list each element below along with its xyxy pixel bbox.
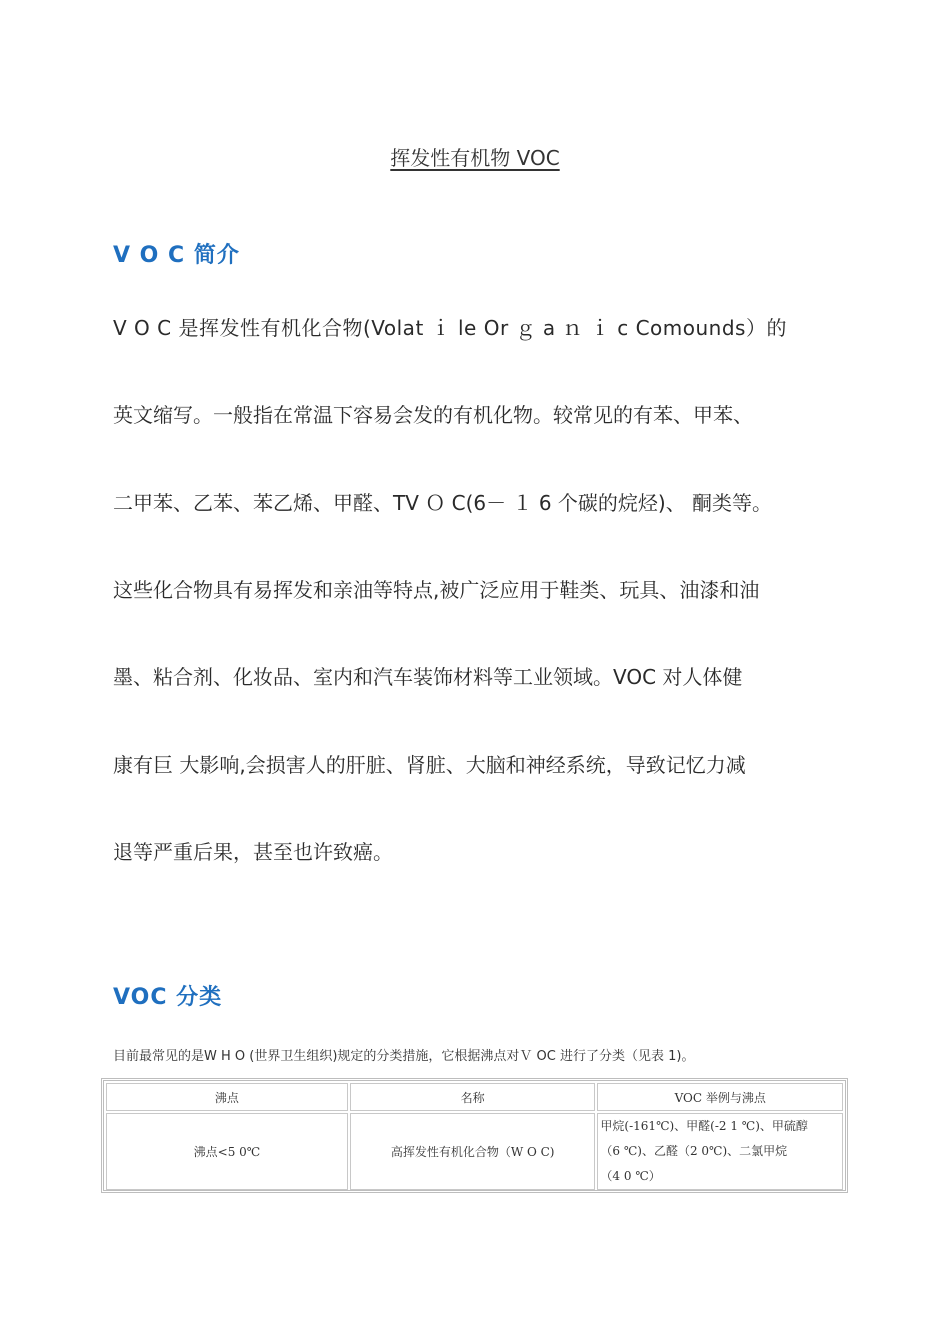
table-header-row [106, 1083, 843, 1111]
header-name: 名称 [350, 1083, 596, 1111]
paragraph-line: 退等严重后果，甚至也许致癌。 [113, 840, 393, 864]
cell-voc-examples [597, 1113, 843, 1190]
header-boiling-point: 沸点 [106, 1083, 348, 1111]
paragraph-line: 墨、粘合剂、化妆品、室内和汽车装饰材料等工业领域。VOC 对人体健 [113, 665, 743, 689]
examples-line: 甲烷(-161℃)、甲醛(-2 1 ℃)、甲硫醇 [600, 1119, 808, 1133]
table [104, 1081, 845, 1192]
paragraph-line: 英文缩写。一般指在常温下容易会发的有机化物。较常见的有苯、甲苯、 [113, 403, 753, 427]
section-heading-voc-intro: V O C 简介 [113, 243, 240, 268]
examples-line: （6 ℃)、乙醛（2 0℃)、二氯甲烷 [600, 1144, 788, 1158]
section-heading-voc-classification: VOC 分类 [113, 985, 223, 1010]
paragraph-line: 二甲苯、乙苯、苯乙烯、甲醛、TV Ｏ C(6－ １ 6 个碳的烷烃)、 酮类等。 [113, 491, 773, 515]
paragraph-line: V O C 是挥发性有机化合物(Volat ｉ le Or ｇ a ｎ ｉ c Comounds）的 [113, 316, 787, 340]
cell-name: 高挥发性有机化合物（W O C) [350, 1113, 596, 1190]
header-voc-examples: VOC 举例与沸点 [597, 1083, 843, 1111]
cell-boiling-point: 沸点<5 0℃ [106, 1113, 348, 1190]
examples-line: （4 0 ℃） [600, 1169, 661, 1183]
classification-intro: 目前最常见的是W H O (世界卫生组织)规定的分类措施，它根据沸点对Ｖ OC 进行了分类（见表 1)。 [113, 1049, 695, 1064]
paragraph-line: 这些化合物具有易挥发和亲油等特点,被广泛应用于鞋类、玩具、油漆和油 [113, 578, 760, 602]
voc-classification-table [101, 1078, 848, 1193]
table-row [106, 1113, 843, 1190]
document-title-text: 挥发性有机物 VOC [390, 146, 560, 170]
paragraph-line: 康有巨 大影响,会损害人的肝脏、肾脏、大脑和神经系统，导致记忆力减 [113, 753, 746, 777]
document-title [0, 142, 950, 171]
